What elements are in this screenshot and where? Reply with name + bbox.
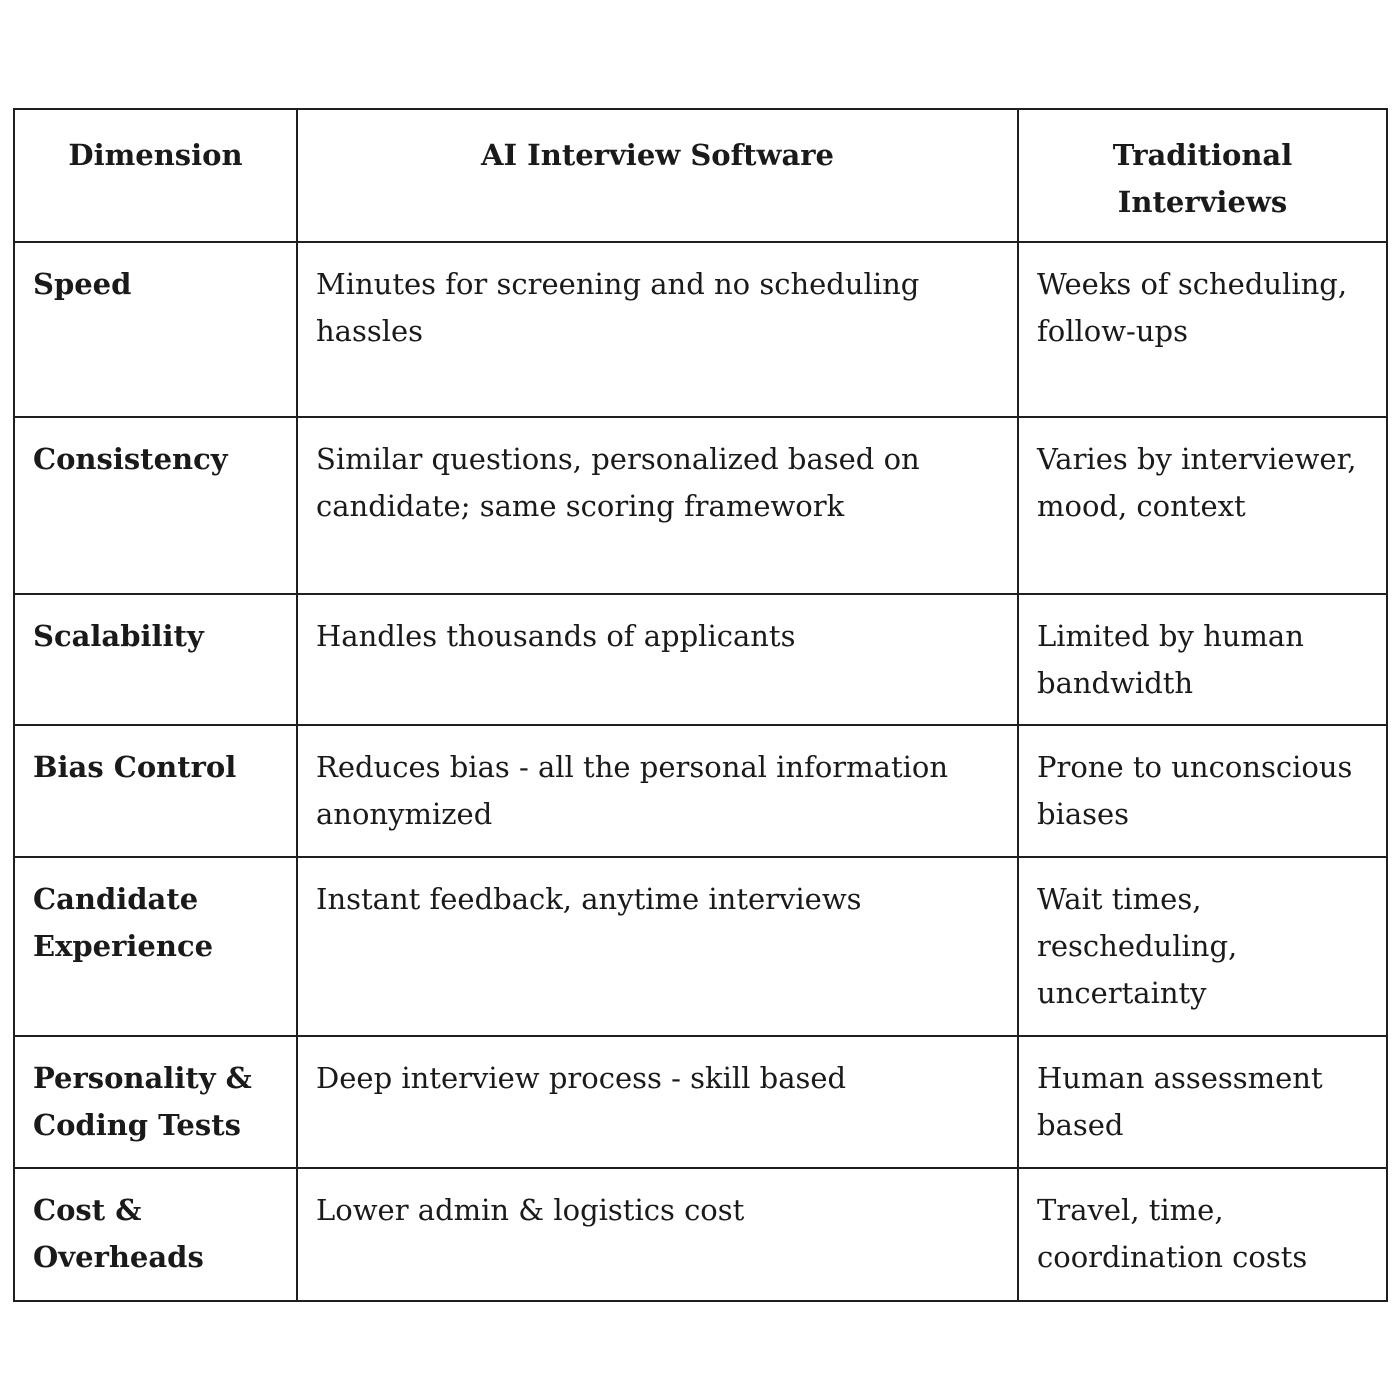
table-header-row	[14, 109, 1387, 242]
traditional-cell: Weeks of scheduling, follow-ups	[1018, 242, 1387, 417]
traditional-cell: Limited by human bandwidth	[1018, 594, 1387, 725]
table-row	[14, 242, 1387, 417]
traditional-cell: Travel, time, coordination costs	[1018, 1168, 1387, 1301]
ai-cell: Similar questions, personalized based on candidate; same scoring framework	[297, 417, 1018, 594]
traditional-cell: Human assessment based	[1018, 1036, 1387, 1168]
dimension-cell: Speed	[14, 242, 297, 417]
table-row	[14, 1036, 1387, 1168]
dimension-cell: Cost & Overheads	[14, 1168, 297, 1301]
dimension-cell: Consistency	[14, 417, 297, 594]
comparison-table-container	[13, 108, 1386, 1302]
ai-cell: Deep interview process - skill based	[297, 1036, 1018, 1168]
table-row	[14, 857, 1387, 1036]
table-row	[14, 725, 1387, 857]
comparison-table	[13, 108, 1388, 1302]
dimension-cell: Bias Control	[14, 725, 297, 857]
dimension-cell: Candidate Experience	[14, 857, 297, 1036]
table-row	[14, 1168, 1387, 1301]
traditional-cell: Wait times, rescheduling, uncertainty	[1018, 857, 1387, 1036]
table-row	[14, 417, 1387, 594]
traditional-cell: Varies by interviewer, mood, context	[1018, 417, 1387, 594]
ai-cell: Minutes for screening and no scheduling hassles	[297, 242, 1018, 417]
ai-cell: Instant feedback, anytime interviews	[297, 857, 1018, 1036]
header-ai-interview-software: AI Interview Software	[297, 109, 1018, 242]
ai-cell: Handles thousands of applicants	[297, 594, 1018, 725]
ai-cell: Reduces bias - all the personal information anonymized	[297, 725, 1018, 857]
header-traditional-interviews: Traditional Interviews	[1018, 109, 1387, 242]
ai-cell: Lower admin & logistics cost	[297, 1168, 1018, 1301]
table-row	[14, 594, 1387, 725]
dimension-cell: Scalability	[14, 594, 297, 725]
header-dimension: Dimension	[14, 109, 297, 242]
dimension-cell: Personality & Coding Tests	[14, 1036, 297, 1168]
traditional-cell: Prone to unconscious biases	[1018, 725, 1387, 857]
